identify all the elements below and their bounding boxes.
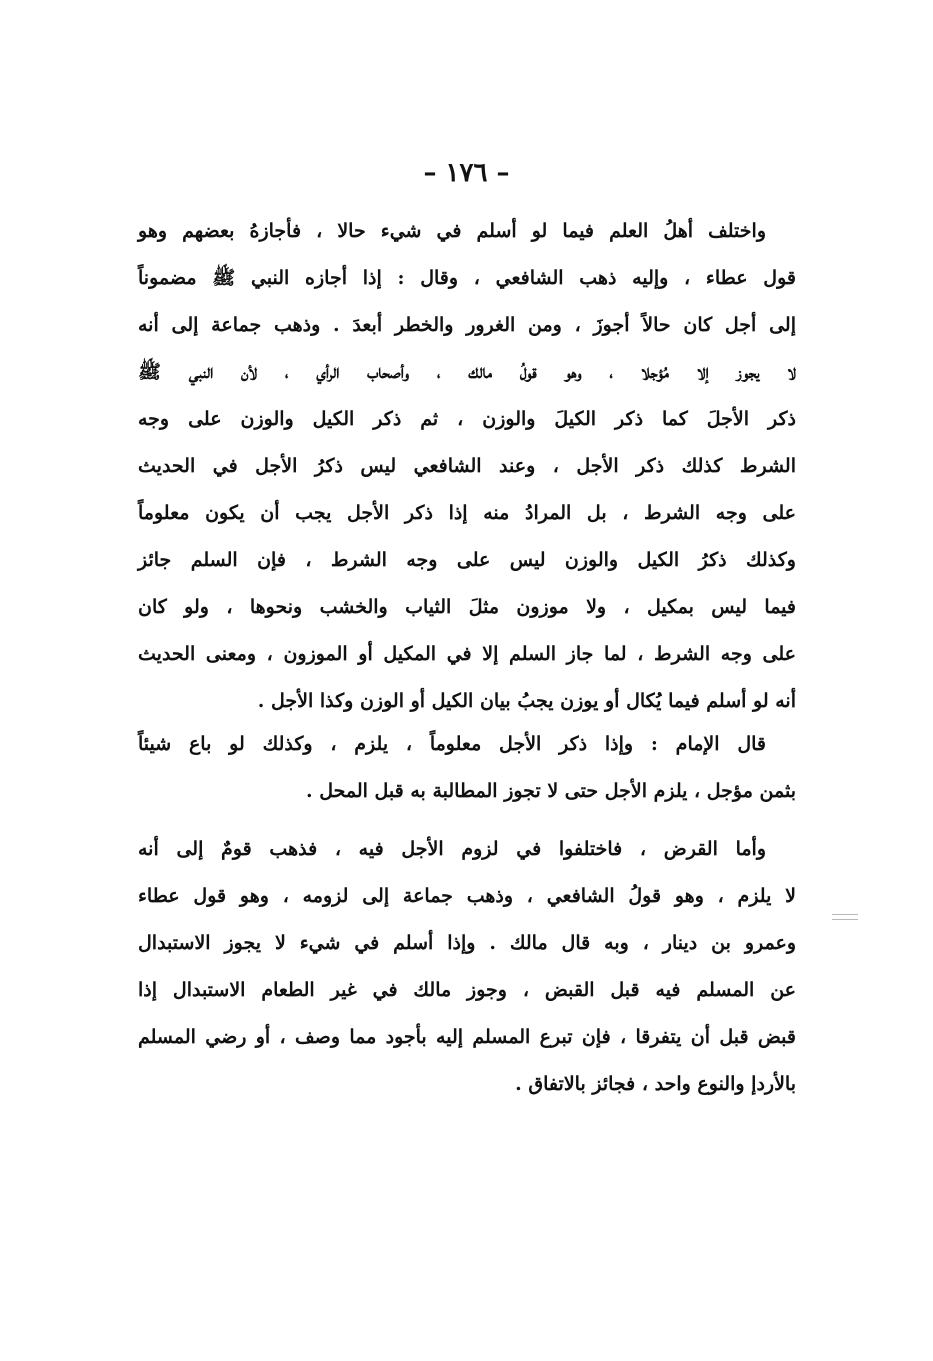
text-line: لا يلزم ، وهو قولُ الشافعي ، وذهب جماعة إلى لزومه ، وهو قول عطاء xyxy=(138,885,796,907)
paragraph-1 xyxy=(138,208,796,725)
text-line: وأما القرض ، فاختلفوا في لزوم الأجل فيه ، فذهب قومٌ إلى أنه xyxy=(138,838,766,860)
text-line: واختلف أهلُ العلم فيما لو أسلم في شيء حالا ، فأجازهُ بعضهم وهو xyxy=(138,220,766,242)
text-line: وكذلك ذكرُ الكيل والوزن ليس على وجه الشرط ، فإن السلم جائز xyxy=(138,549,796,571)
text-line: بالأردإ والنوع واحد ، فجائز بالاتفاق . xyxy=(515,1073,796,1095)
margin-mark xyxy=(832,914,858,928)
text-line: بثمن مؤجل ، يلزم الأجل حتى لا تجوز المطالبة به قبل المحل . xyxy=(305,780,796,802)
text-line: إلى أجل كان حالاً أجوزَ ، ومن الغرور والخطر أبعدَ . وذهب جماعة إلى أنه xyxy=(138,314,796,336)
text-line: أنه لو أسلم فيما يُكال أو يوزن يجبُ بيان الكيل أو الوزن وكذا الأجل . xyxy=(257,690,796,712)
text-line: فيما ليس بمكيل ، ولا موزون مثلَ الثياب والخشب ونحوها ، ولو كان xyxy=(138,596,796,618)
text-line: على وجه الشرط ، لما جاز السلم إلا في المكيل أو الموزون ، ومعنى الحديث xyxy=(138,643,796,665)
text-line: لا يجوز إلا مُؤجلا ، وهو قولُ مالك ، وأصحاب الرأي ، لأن النبي ﷺ xyxy=(138,361,796,383)
text-line: عن المسلم فيه قبل القبض ، وجوز مالك في غير الطعام الاستبدال إذا xyxy=(138,979,796,1001)
text-line: الشرط كذلك ذكر الأجل ، وعند الشافعي ليس ذكرُ الأجل في الحديث xyxy=(138,455,796,477)
text-line: على وجه الشرط ، بل المرادُ منه إذا ذكر الأجل يجب أن يكون معلوماً xyxy=(138,502,796,524)
text-line: قول عطاء ، وإليه ذهب الشافعي ، وقال : إذا أجازه النبي ﷺ مضموناً xyxy=(138,267,796,289)
text-line: وعمرو بن دينار ، وبه قال مالك . وإذا أسلم في شيء لا يجوز الاستبدال xyxy=(138,932,796,954)
text-line: قبض قبل أن يتفرقا ، فإن تبرع المسلم إليه بأجود مما وصف ، أو رضي المسلم xyxy=(138,1026,796,1048)
page-number: – ١٧٦ – xyxy=(423,158,510,188)
text-line: ذكر الأجلَ كما ذكر الكيلَ والوزن ، ثم ذكر الكيل والوزن على وجه xyxy=(138,408,796,430)
text-line: قال الإمام : وإذا ذكر الأجل معلوماً ، يلزم ، وكذلك لو باع شيئاً xyxy=(138,733,766,755)
paragraph-2 xyxy=(138,721,796,815)
paragraph-3 xyxy=(138,826,796,1108)
